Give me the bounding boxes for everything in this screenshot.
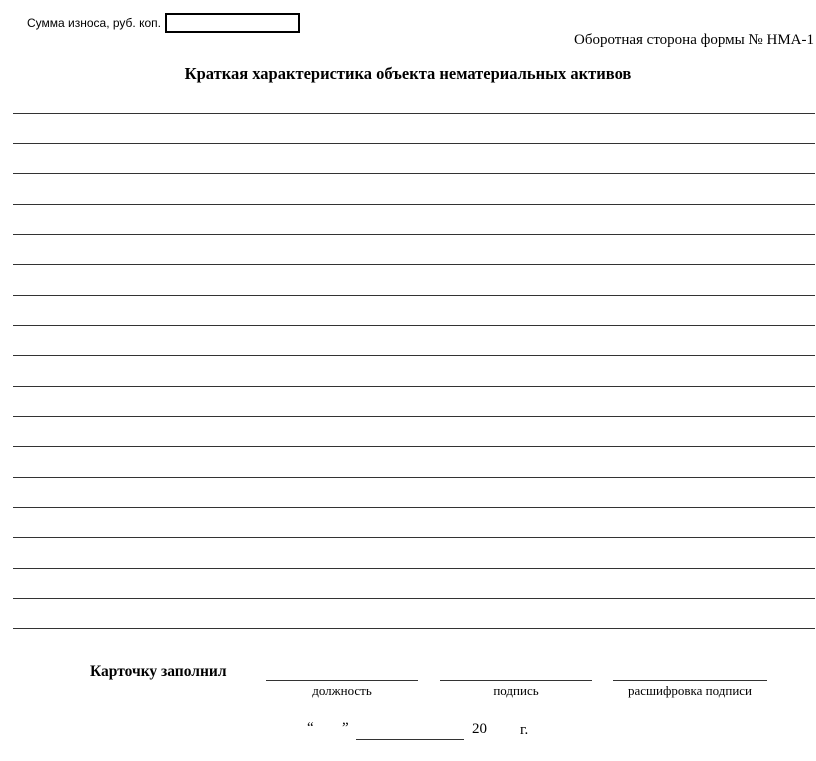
description-line[interactable] xyxy=(13,143,815,144)
date-open-quote: “ xyxy=(307,720,314,736)
description-line[interactable] xyxy=(13,568,815,569)
depreciation-label: Сумма износа, руб. коп. xyxy=(27,16,161,30)
page-title: Краткая характеристика объекта нематериальных активов xyxy=(184,64,632,83)
description-line[interactable] xyxy=(13,416,815,417)
position-caption: должность xyxy=(312,683,372,698)
description-line[interactable] xyxy=(13,234,815,235)
description-line[interactable] xyxy=(13,628,815,629)
description-line[interactable] xyxy=(13,355,815,356)
date-year-suffix: г. xyxy=(520,722,529,738)
date-close-quote: ” xyxy=(342,720,349,736)
description-line[interactable] xyxy=(13,507,815,508)
description-line[interactable] xyxy=(13,477,815,478)
description-line[interactable] xyxy=(13,264,815,265)
date-month-field[interactable] xyxy=(356,739,464,740)
date-year-prefix: 20 xyxy=(472,721,487,737)
decryption-caption: расшифровка подписи xyxy=(627,683,753,698)
description-line[interactable] xyxy=(13,386,815,387)
description-line[interactable] xyxy=(13,295,815,296)
depreciation-amount-field[interactable] xyxy=(165,13,300,33)
description-line[interactable] xyxy=(13,113,815,114)
description-line[interactable] xyxy=(13,325,815,326)
description-line[interactable] xyxy=(13,173,815,174)
signature-caption: подпись xyxy=(493,683,539,698)
position-field[interactable] xyxy=(266,680,418,681)
decryption-field[interactable] xyxy=(613,680,767,681)
description-line[interactable] xyxy=(13,598,815,599)
description-line[interactable] xyxy=(13,537,815,538)
signature-field[interactable] xyxy=(440,680,592,681)
description-line[interactable] xyxy=(13,204,815,205)
filled-by-label: Карточку заполнил xyxy=(90,663,227,680)
form-reference: Оборотная сторона формы № НМА-1 xyxy=(574,32,814,48)
description-line[interactable] xyxy=(13,446,815,447)
